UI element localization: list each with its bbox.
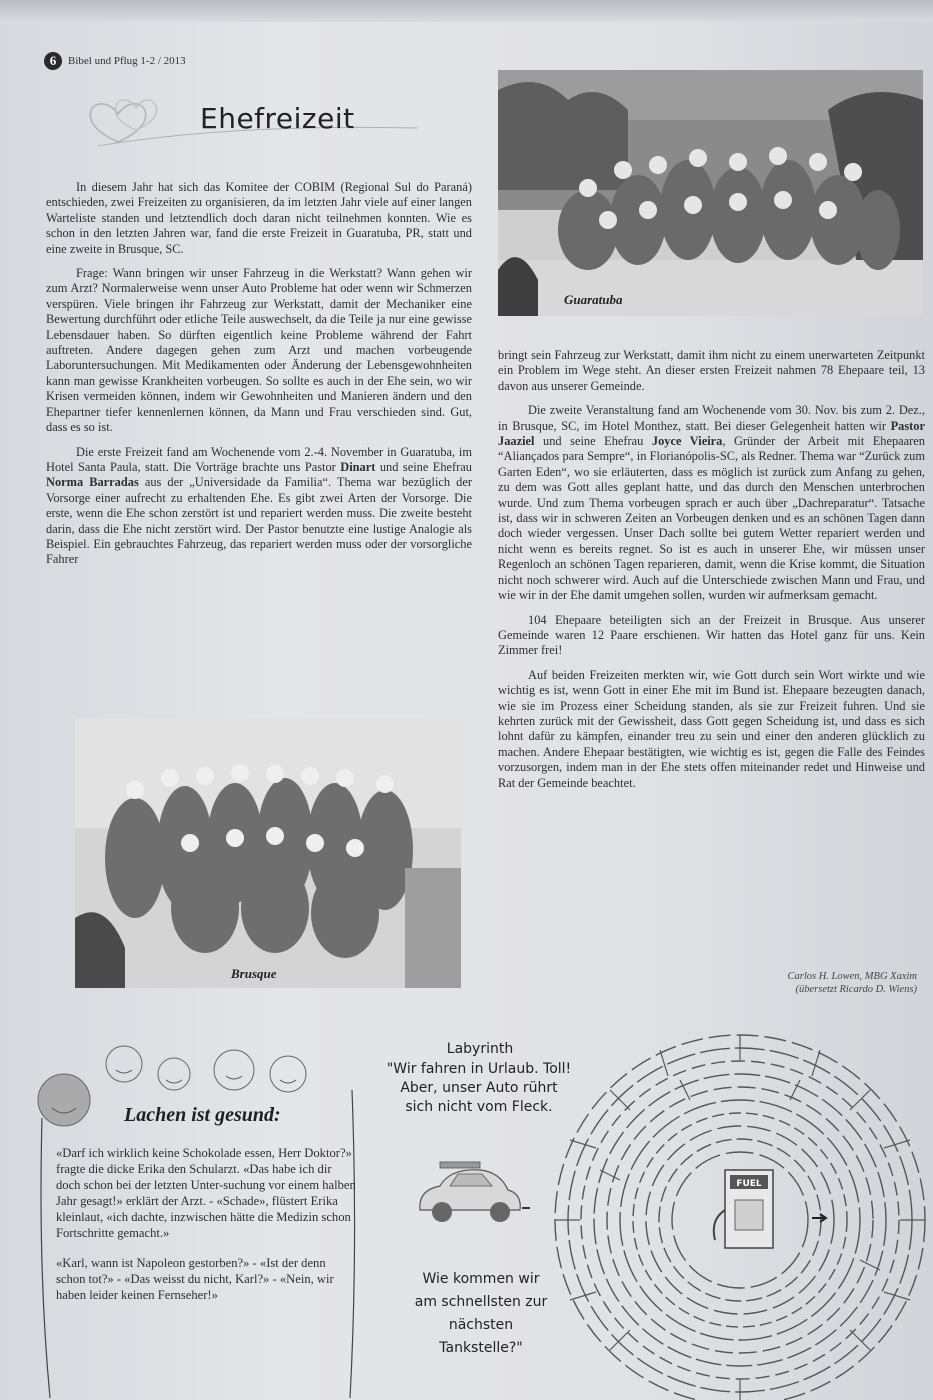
paragraph: bringt sein Fahrzeug zur Werkstatt, damit ihm nicht zu einem unerwarteten Zeitpunkt ein Problem im Wege steht. An dieser ersten Freizeit nahmen 78 Ehepaare teil, 13 davon aus unserer Gemeinde. — [498, 348, 925, 393]
text-run: und seine Ehefrau — [375, 459, 472, 474]
translator-credit: (übersetzt Ricardo D. Wiens) — [795, 984, 917, 995]
text-run: Die zweite Veranstaltung fand am Wochenende vom 30. Nov. bis zum 2. Dez., in Brusque, SC, im Hotel Monthez, statt. Bei dieser Gelegenheit hatten wir — [498, 403, 925, 433]
article-column-right — [498, 348, 925, 800]
article-title-block — [78, 84, 438, 154]
photo-brusque — [75, 718, 461, 988]
question-line: Tankstelle?" — [439, 1340, 523, 1356]
arrow-right-icon — [812, 1214, 826, 1222]
paragraph: Frage: Wann bringen wir unser Fahrzeug in die Werkstatt? Wann gehen wir zum Arzt? Normalerweise wenn unser Auto Probleme hat oder wenn wir Schmerzen verspüren. Viele bringen ihr Fahrzeug zur Werkstatt, damit der Mechaniker eine Bewertung durchführt oder etliche Teile auswechselt, da die Teile ja nur eine gewisse Lebensdauer haben. So dürften eigentlich keine Probleme während der Fahrt auftreten. Andere dagegen gehen zum Arzt und machen vorbeugende Laboruntersuchungen. Mit Medikamenten oder Änderung der Lebensgewohnheiten kann man gewisse Krankheiten vorbeugen. So sollte es auch in der Ehe sein, wo wir Krisen vermeiden können, indem wir Gewohnheiten und Manieren ändern und den Ehepartner tiefer kennenlernen können, da Mann und Frau verschieden sind. Gut, dass es so ist. — [46, 266, 472, 435]
fuel-pump-icon — [714, 1170, 773, 1248]
labyrinth-maze[interactable] — [540, 1020, 930, 1400]
speaker-name: Joyce Vieira — [651, 434, 723, 449]
maze-title: Labyrinth — [446, 1041, 514, 1057]
group-photo-image — [75, 718, 461, 988]
photo-caption: Guaratuba — [564, 292, 623, 307]
paragraph — [498, 403, 925, 603]
speaker-name: Pastor Jaaziel — [498, 418, 925, 449]
joke-item: «Karl, wann ist Napoleon gestorben?» - «Ist der denn schon tot?» - «Das weisst du nicht, Karl?» - «Nein, wir haben leider keinen Fernseher!» — [56, 1256, 334, 1302]
speaker-name: Dinart — [340, 459, 376, 474]
quote-line: sich nicht vom Fleck. — [405, 1099, 553, 1115]
page-number: 6 — [44, 52, 62, 70]
author-credit — [788, 970, 918, 996]
question-line: Wie kommen wir — [422, 1271, 540, 1287]
publication-name: Bibel und Pflug 1-2 / 2013 — [68, 55, 186, 67]
photo-caption: Brusque — [231, 966, 277, 981]
question-line: nächsten — [448, 1317, 514, 1333]
page-edge-shadow — [0, 0, 933, 22]
paragraph: Auf beiden Freizeiten merkten wir, wie Gott durch sein Wort wirkte und wie wichtig es ist, wenn Gott in einer Ehe mit im Bund ist. Ehepaare bezeugten danach, wie sie im Prozess einer Scheidung standen, als sie zur Freizeit fuhren. Und sie kehrten zurück mit der Gewissheit, dass Gott gegen Scheidung ist, und dass es sich lohnt dafür zu kämpfen, einander treu zu sein und einer den anderen glücklich zu machen. Andere Ehepaar bestätigten, wie wichtig es ist, gegen die Falle des Feindes vorzusorgen, indem man in der Ehe stets offen miteinander redet und Hinweise und Rat der Gemeinde beachtet. — [498, 667, 925, 790]
group-photo-image — [498, 70, 923, 316]
author-name: Carlos H. Lowen, MBG Xaxim — [787, 971, 917, 982]
text-run: , Gründer der Arbeit mit Ehepaaren “Aliançados para Sempre“, in Florianópolis-SC, als Redner. Thema war “Zurück zum Garten Eden“, wo sie erläuterten, dass es möglich ist zurück zum Anfang zu gehen, zu dem was Gott alles geplant hatte, und das durch den Menschen unterbrochen wurde. Und zum Thema vorbeugen sprach er auch über „Dachreparatur“. Tatsache ist, dass wir in schweren Zeiten an Vorbeugen denken und es an schönen Tagen dann doch wieder vergessen. Unser Dach sollte bei gutem Wetter repariert werden und nicht wenn es bereits regnet. So ist es auch in unserer Ehe, wir müssen unser Regenloch an schönen Tagen reparieren, damit, wenn die Krise kommt, die Situation nicht noch schwerer wird. Auch auf die Unterschiede zwischen Mann und Frau, und wie wir in der Ehe damit umgehen sollen, wurden wir aufmerksam gemacht. — [498, 434, 925, 603]
quote-line: "Wir fahren in Urlaub. Toll! — [386, 1061, 572, 1077]
speaker-name: Norma Barradas — [46, 475, 139, 490]
text-run: Die erste Freizeit fand am Wochenende vom 2.-4. November in Guaratuba, im Hotel Santa Paula, statt. Die Vorträge brachte uns Pastor — [46, 444, 472, 474]
joke-section-title: Lachen ist gesund: — [124, 1104, 281, 1126]
photo-guaratuba — [498, 70, 923, 316]
article-title: Ehefreizeit — [200, 102, 355, 135]
article-column-left — [46, 180, 472, 577]
quote-line: Aber, unser Auto rührt — [400, 1080, 558, 1096]
car-icon — [410, 1150, 530, 1240]
page-header — [44, 52, 186, 70]
joke-list — [46, 1145, 356, 1317]
fuel-label: FUEL — [736, 1179, 762, 1189]
paragraph: In diesem Jahr hat sich das Komitee der COBIM (Regional Sul do Paraná) entschieden, zwei Freizeiten zu organisieren, da im letzten Jahr viele auf einer langen Warteliste standen und letztendlich doch daran nicht teilnehmen konnten. Wie es schon in den letzten Jahren war, fand die erste Freizeit in Guaratuba, PR, statt und eine zweite in Brusque, SC. — [46, 180, 472, 256]
paragraph: 104 Ehepaare beteiligten sich an der Freizeit in Brusque. Aus unserer Gemeinde waren 12 Paare erschienen. Wir hatten das Hotel ganz für uns. Kein Zimmer frei! — [498, 612, 925, 658]
paragraph — [46, 445, 472, 568]
text-run: aus der „Universidade da Familia“. Thema war bezüglich der Vorsorge einer aufrecht zu erhaltenden Ehe. Es gibt zwei Arten der Vorsorge. Die erste, wenn die Ehe schon zerstört ist und repariert werden muss. Die zweite besteht darin, dass die Ehe nicht zerstört wird. Der Pastor benutzte eine lustige Analogie als Beispiel. Ein gebrauchtes Fahrzeug, das repariert werden muss oder der vorsorgliche Fahrer — [46, 475, 472, 567]
text-run: und seine Ehefrau — [534, 434, 652, 449]
joke-item: «Darf ich wirklich keine Schokolade essen, Herr Doktor?» fragte die dicke Erika den Schularzt. «Das habe ich dir doch schon bei der letzten Unter-suchung vor einem halben Jahr gesagt!» erklärt der Arzt. - «Schade», flüstert Erika kleinlaut, «ich dachte, inzwischen hätte die Medizin schon Fortschritte gemacht.» — [56, 1146, 356, 1240]
question-line: am schnellsten zur — [414, 1294, 548, 1310]
